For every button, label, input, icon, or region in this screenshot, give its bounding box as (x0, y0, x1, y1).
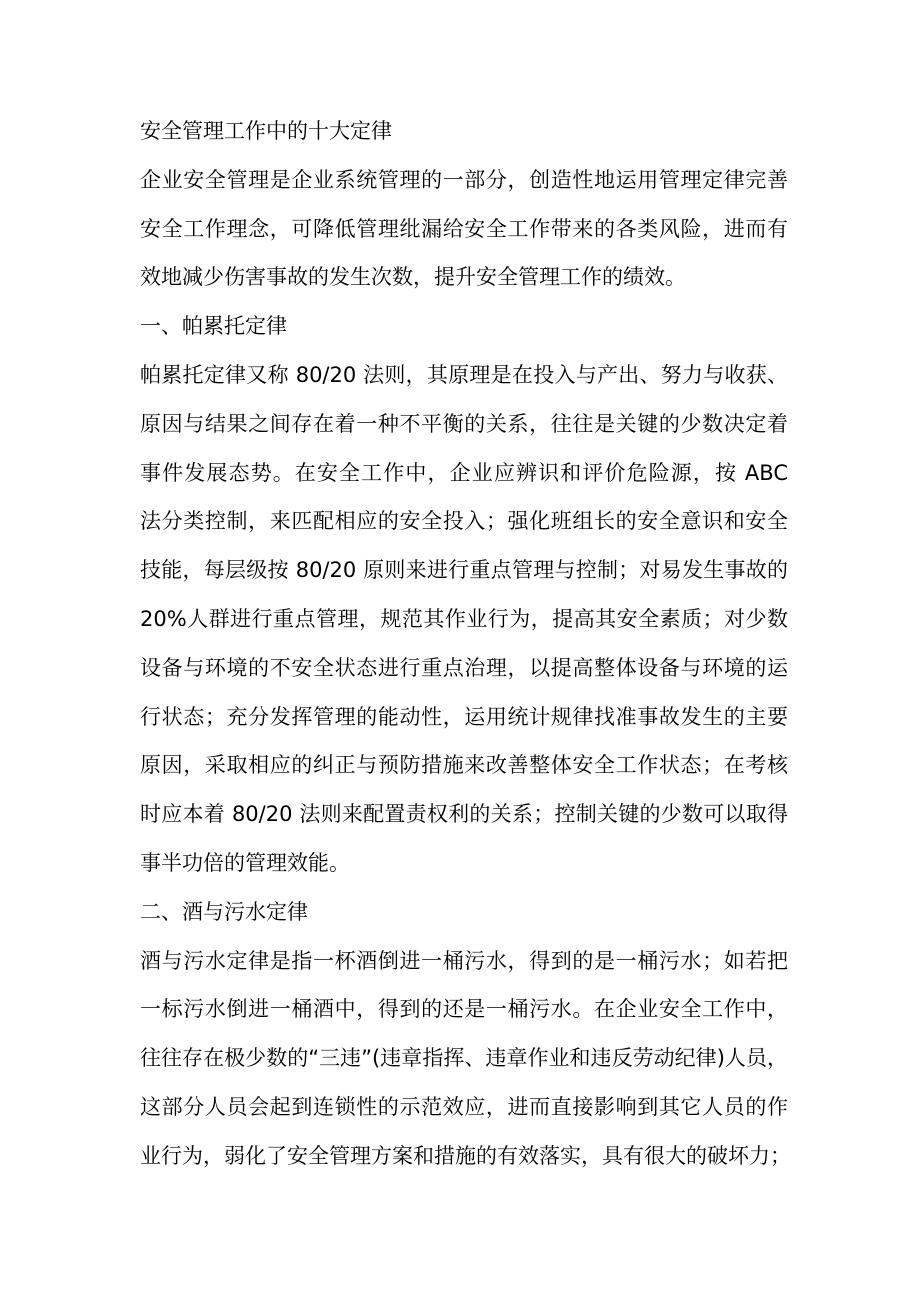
paragraph-line: 设备与环境的不安全状态进行重点治理，以提高整体设备与环境的运 (140, 655, 788, 680)
paragraph-line: 酒与污水定律是指一杯酒倒进一桶污水，得到的是一桶污水；如若把 (140, 948, 788, 973)
paragraph-line: 20%人群进行重点管理，规范其作业行为，提高其安全素质；对少数 (140, 606, 788, 631)
paragraph-line: 法分类控制，来匹配相应的安全投入；强化班组长的安全意识和安全 (140, 509, 788, 534)
paragraph-line: 时应本着 80/20 法则来配置责权利的关系；控制关键的少数可以取得 (140, 802, 788, 827)
section-heading: 一、帕累托定律 (140, 314, 287, 339)
document-title: 安全管理工作中的十大定律 (140, 119, 392, 143)
paragraph-line: 一标污水倒进一桶酒中，得到的还是一桶污水。在企业安全工作中， (140, 997, 788, 1022)
intro-line: 企业安全管理是企业系统管理的一部分，创造性地运用管理定律完善 (140, 167, 788, 192)
intro-line: 安全工作理念，可降低管理纰漏给安全工作带来的各类风险，进而有 (140, 216, 788, 241)
section-heading: 二、酒与污水定律 (140, 899, 308, 924)
paragraph-line: 帕累托定律又称 80/20 法则，其原理是在投入与产出、努力与收获、 (140, 362, 788, 387)
paragraph-line: 这部分人员会起到连锁性的示范效应，进而直接影响到其它人员的作 (140, 1094, 788, 1119)
paragraph-line: 业行为，弱化了安全管理方案和措施的有效落实，具有很大的破坏力； (140, 1143, 791, 1168)
intro-line: 效地减少伤害事故的发生次数，提升安全管理工作的绩效。 (140, 265, 686, 290)
paragraph-line: 行状态；充分发挥管理的能动性，运用统计规律找准事故发生的主要 (140, 704, 788, 729)
document-body (140, 107, 791, 1181)
paragraph-line: 事件发展态势。在安全工作中，企业应辨识和评价危险源，按 ABC (140, 460, 788, 485)
paragraph-line: 技能，每层级按 80/20 原则来进行重点管理与控制；对易发生事故的 (140, 558, 788, 583)
paragraph-line: 原因与结果之间存在着一种不平衡的关系，往往是关键的少数决定着 (140, 411, 788, 436)
paragraph-line: 往往存在极少数的“三违”(违章指挥、违章作业和违反劳动纪律)人员， (140, 1046, 788, 1071)
paragraph-line: 原因，采取相应的纠正与预防措施来改善整体安全工作状态；在考核 (140, 753, 788, 778)
paragraph-line: 事半功倍的管理效能。 (140, 850, 350, 875)
